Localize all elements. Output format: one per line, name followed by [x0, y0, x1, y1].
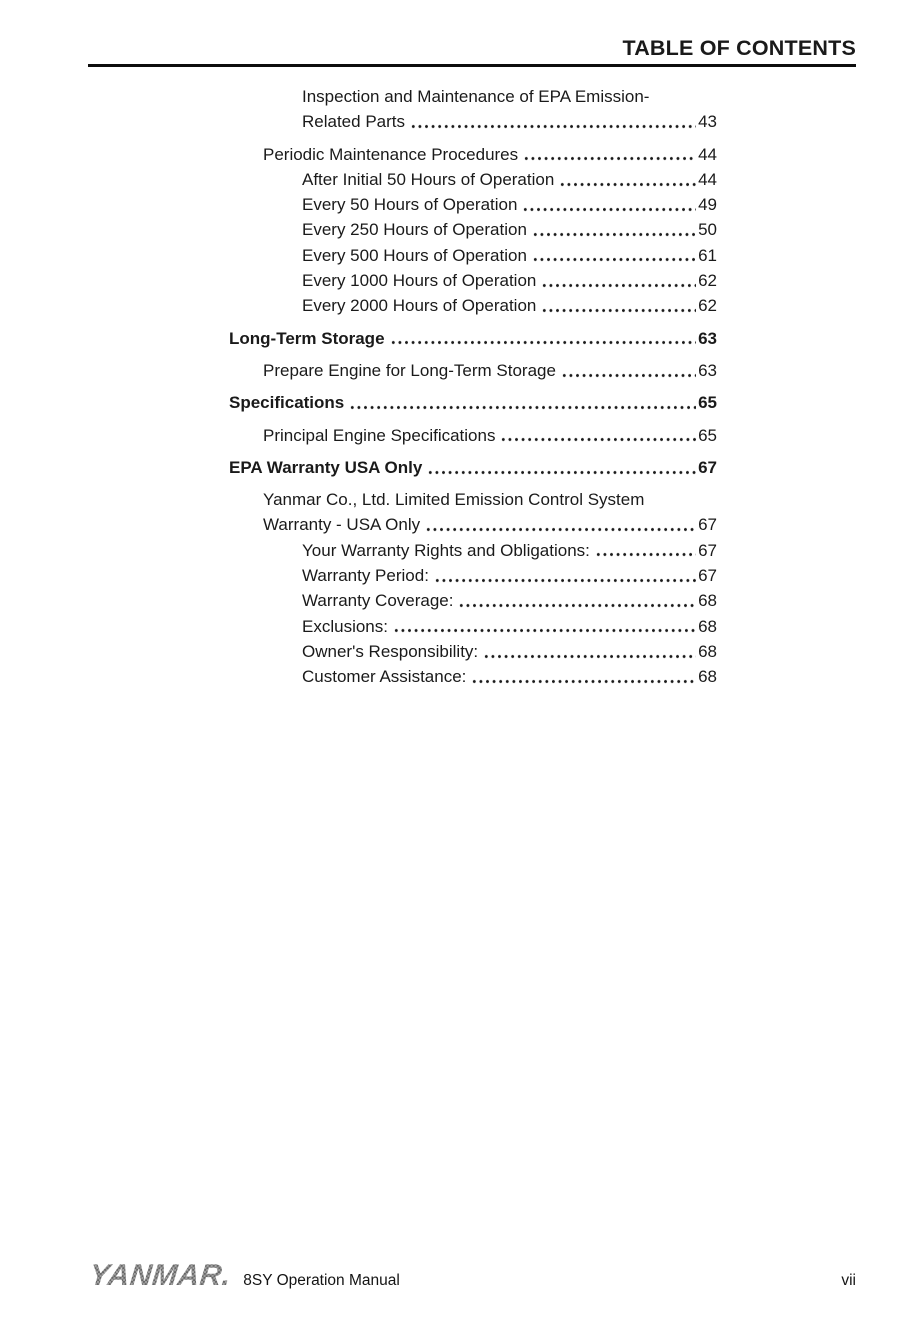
dot-leader — [561, 358, 696, 383]
dot-leader — [559, 167, 696, 192]
toc-entry-line — [88, 455, 717, 480]
toc-page-number: 67 — [698, 457, 717, 477]
toc-entry-label: Principal Engine Specifications — [263, 425, 496, 445]
toc-entry-line — [88, 293, 717, 318]
toc-entry-line — [88, 639, 717, 664]
page-footer — [88, 1261, 856, 1291]
toc-page-number: 67 — [698, 515, 717, 535]
toc-page-number: 43 — [698, 112, 717, 132]
toc-page-number: 62 — [698, 296, 717, 316]
dot-leader — [523, 142, 696, 167]
toc-page-number: 67 — [698, 540, 717, 560]
dot-leader — [458, 588, 696, 613]
toc-entry-line — [88, 664, 717, 689]
page-number: vii — [841, 1272, 856, 1289]
toc-entry-line — [88, 243, 717, 268]
page-header — [88, 0, 858, 67]
toc-page-number: 68 — [698, 667, 717, 687]
dot-leader — [532, 217, 696, 242]
toc-entry-line — [88, 358, 717, 383]
toc-entry-label: Yanmar Co., Ltd. Limited Emission Control System — [263, 490, 645, 510]
dot-leader — [532, 243, 696, 268]
dot-leader — [522, 192, 696, 217]
toc-page-number: 68 — [698, 616, 717, 636]
toc-entry-line — [88, 217, 717, 242]
toc-entry-line — [88, 192, 717, 217]
toc-entry-label: Specifications — [229, 393, 345, 413]
toc-page-number: 44 — [698, 144, 717, 164]
toc-entry-line — [88, 614, 717, 639]
toc-entry-label: Every 500 Hours of Operation — [302, 245, 527, 265]
toc-page-number: 62 — [698, 271, 717, 291]
toc-entry-line — [88, 487, 717, 512]
toc-entry-line — [88, 167, 717, 192]
toc-entry-label: After Initial 50 Hours of Operation — [302, 169, 555, 189]
toc-entry-label: Long-Term Storage — [229, 328, 385, 348]
toc-entry-label: Customer Assistance: — [302, 667, 467, 687]
dot-leader — [390, 326, 697, 351]
dot-leader — [393, 614, 696, 639]
dot-leader — [427, 455, 696, 480]
toc-entry-label: Every 1000 Hours of Operation — [302, 271, 537, 291]
toc-entry-label: Every 2000 Hours of Operation — [302, 296, 537, 316]
manual-title: 8SY Operation Manual — [243, 1272, 400, 1289]
toc-page-number: 67 — [698, 566, 717, 586]
toc-entry-label: Warranty Period: — [302, 566, 429, 586]
dot-leader — [349, 390, 696, 415]
dot-leader — [500, 423, 696, 448]
dot-leader — [434, 563, 696, 588]
toc-entry-label: Every 250 Hours of Operation — [302, 220, 527, 240]
dot-leader — [541, 268, 696, 293]
toc-entry-label: Exclusions: — [302, 616, 388, 636]
toc-page-number: 49 — [698, 195, 717, 215]
dot-leader — [541, 293, 696, 318]
toc-entry-line — [88, 423, 717, 448]
toc-entry-label: EPA Warranty USA Only — [229, 457, 423, 477]
toc-entry-label: Inspection and Maintenance of EPA Emission- — [302, 87, 650, 106]
toc-page-number: 63 — [698, 360, 717, 380]
toc-entry-line — [88, 142, 717, 167]
dot-leader — [410, 109, 696, 134]
toc-entry-line — [88, 326, 717, 351]
dot-leader — [471, 664, 696, 689]
dot-leader — [483, 639, 696, 664]
dot-leader — [425, 512, 696, 537]
toc-entry-line — [88, 588, 717, 613]
toc-entry-line — [88, 538, 717, 563]
toc-page-number: 50 — [698, 220, 717, 240]
toc-entry-label: Related Parts — [302, 112, 405, 132]
toc-entry-line — [88, 390, 717, 415]
toc-page-number: 65 — [698, 425, 717, 445]
toc-list — [88, 84, 717, 690]
toc-entry-label: Warranty Coverage: — [302, 591, 454, 611]
toc-page-number: 44 — [698, 169, 717, 189]
toc-entry-label: Your Warranty Rights and Obligations: — [302, 540, 590, 560]
yanmar-logo: YANMAR. — [87, 1259, 233, 1292]
toc-entry-line — [88, 84, 717, 109]
toc-page-number: 68 — [698, 591, 717, 611]
toc-entry-line — [88, 268, 717, 293]
toc-entry-line — [88, 512, 717, 537]
toc-page-number: 68 — [698, 641, 717, 661]
toc-entry-label: Prepare Engine for Long-Term Storage — [263, 360, 556, 380]
toc-entry-line — [88, 109, 717, 134]
toc-entry-label: Periodic Maintenance Procedures — [263, 144, 519, 164]
toc-entry-label: Owner's Responsibility: — [302, 641, 479, 661]
toc-page-number: 61 — [698, 245, 717, 265]
toc-entry-label: Warranty - USA Only — [263, 515, 421, 535]
toc-page-number: 65 — [698, 393, 717, 413]
toc-page-number: 63 — [698, 328, 717, 348]
toc-entry-label: Every 50 Hours of Operation — [302, 195, 518, 215]
dot-leader — [595, 538, 696, 563]
page-title: TABLE OF CONTENTS — [88, 36, 856, 67]
toc-entry-line — [88, 563, 717, 588]
